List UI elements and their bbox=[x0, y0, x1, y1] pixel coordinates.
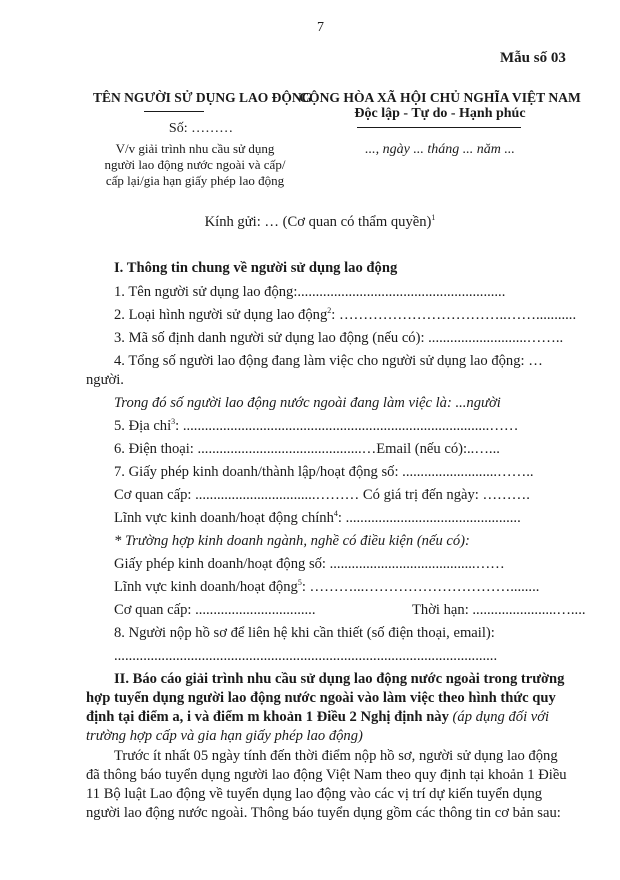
addressee-text: Kính gửi: … (Cơ quan có thẩm quyền) bbox=[204, 214, 432, 230]
section-2-title-note: (áp dụng đối với bbox=[452, 709, 550, 725]
item-conditional-agency bbox=[114, 602, 586, 619]
form-number: Mẫu số 03 bbox=[500, 50, 566, 66]
country-name: CỘNG HÒA XÃ HỘI CHỦ NGHĨA VIỆT NAM bbox=[299, 90, 581, 105]
item-conditional-agency-label: Cơ quan cấp: ................................. bbox=[114, 602, 316, 618]
section-2-title-line-1: II. Báo cáo giải trình nhu cầu sử dụng lao động nước ngoài trong trường bbox=[114, 671, 565, 687]
item-employer-type-dots: : ……………………………..……........... bbox=[331, 307, 577, 323]
section-2-title-line-4: trường hợp cấp và gia hạn giấy phép lao động) bbox=[86, 728, 363, 744]
section-2-title-bold: định tại điểm a, i và điểm m khoản 1 Điều 2 Nghị định này bbox=[86, 709, 453, 725]
section-2-para-line-4: người lao động nước ngoài. Thông báo tuyển dụng gồm các thông tin cơ bản sau: bbox=[86, 805, 561, 821]
section-2-title-line-3 bbox=[86, 709, 549, 726]
footnote-ref: 3 bbox=[171, 417, 176, 427]
item-contact-dots: ......................................................................................................... bbox=[114, 648, 498, 664]
employer-name: TÊN NGƯỜI SỬ DỤNG LAO ĐỘNG bbox=[93, 90, 313, 105]
item-conditional-field-dots: : ………...…………………………........ bbox=[301, 579, 540, 595]
section-1-title: I. Thông tin chung về người sử dụng lao động bbox=[114, 260, 398, 276]
date-line: ..., ngày ... tháng ... năm ... bbox=[365, 142, 515, 157]
footnote-ref: 4 bbox=[333, 509, 338, 519]
item-issuing-agency: Cơ quan cấp: .................................……… Có giá trị đến ngày: ………. bbox=[114, 487, 530, 503]
item-total-workers: 4. Tổng số người lao động đang làm việc cho người sử dụng lao động: … bbox=[114, 353, 543, 369]
addressee bbox=[100, 214, 540, 231]
national-motto: Độc lập - Tự do - Hạnh phúc bbox=[354, 106, 526, 121]
item-main-field bbox=[114, 510, 560, 527]
item-identifier: 3. Mã số định danh người sử dụng lao động (nếu có): ...........................…….. bbox=[114, 330, 564, 346]
footnote-ref: 5 bbox=[297, 578, 302, 588]
page-number: 7 bbox=[317, 20, 324, 35]
foreign-workers-count: Trong đó số người lao động nước ngoài đang làm việc là: ...người bbox=[114, 395, 501, 411]
item-address-label: 5. Địa chỉ bbox=[114, 418, 172, 434]
employer-underline bbox=[144, 111, 204, 112]
item-employer-type-label: 2. Loại hình người sử dụng lao động bbox=[114, 307, 328, 323]
item-conditional-field bbox=[114, 579, 560, 596]
section-2-para-line-1: Trước ít nhất 05 ngày tính đến thời điểm nộp hồ sơ, người sử dụng lao động bbox=[114, 748, 558, 764]
footnote-ref: 2 bbox=[327, 306, 332, 316]
footnote-ref: 1 bbox=[431, 213, 436, 223]
item-main-field-dots: : ................................................ bbox=[337, 510, 521, 526]
item-employer-name: 1. Tên người sử dụng lao động:......................................................... bbox=[114, 284, 506, 300]
item-main-field-label: Lĩnh vực kinh doanh/hoạt động chính bbox=[114, 510, 334, 526]
item-address-dots: : ....................................................................................…… bbox=[175, 418, 519, 434]
item-address bbox=[114, 418, 560, 435]
conditional-business-note: * Trường hợp kinh doanh ngành, nghề có điều kiện (nếu có): bbox=[114, 533, 470, 549]
item-total-workers-cont: người. bbox=[86, 372, 124, 388]
document-number: Số: ……… bbox=[168, 121, 234, 136]
section-2-para-line-2: đã thông báo tuyển dụng người lao động Việt Nam theo quy định tại khoản 1 Điều bbox=[86, 767, 567, 783]
subject-line-1: V/v giải trình nhu cầu sử dụng bbox=[115, 141, 275, 156]
item-phone-email: 6. Điện thoại: .............................................…Email (nếu có):..…... bbox=[114, 441, 500, 457]
item-conditional-license: Giấy phép kinh doanh/hoạt động số: ........................................…… bbox=[114, 556, 505, 572]
motto-underline bbox=[357, 127, 521, 128]
item-conditional-term: Thời hạn: .......................….... bbox=[412, 602, 586, 618]
item-business-license: 7. Giấy phép kinh doanh/thành lập/hoạt động số: ..........................…….. bbox=[114, 464, 534, 480]
item-employer-type bbox=[114, 306, 577, 324]
item-conditional-field-label: Lĩnh vực kinh doanh/hoạt động bbox=[114, 579, 298, 595]
subject-line-2: người lao động nước ngoài và cấp/ bbox=[104, 157, 286, 172]
section-2-title-line-2: hợp tuyển dụng người lao động nước ngoài vào làm việc theo hình thức quy bbox=[86, 690, 556, 706]
section-2-para-line-3: 11 Bộ luật Lao động về tuyển dụng lao động vào các vị trí dự kiến tuyển dụng bbox=[86, 786, 543, 802]
subject-line-3: cấp lại/gia hạn giấy phép lao động bbox=[105, 173, 285, 188]
item-contact-person: 8. Người nộp hồ sơ để liên hệ khi cần thiết (số điện thoại, email): bbox=[114, 625, 495, 641]
